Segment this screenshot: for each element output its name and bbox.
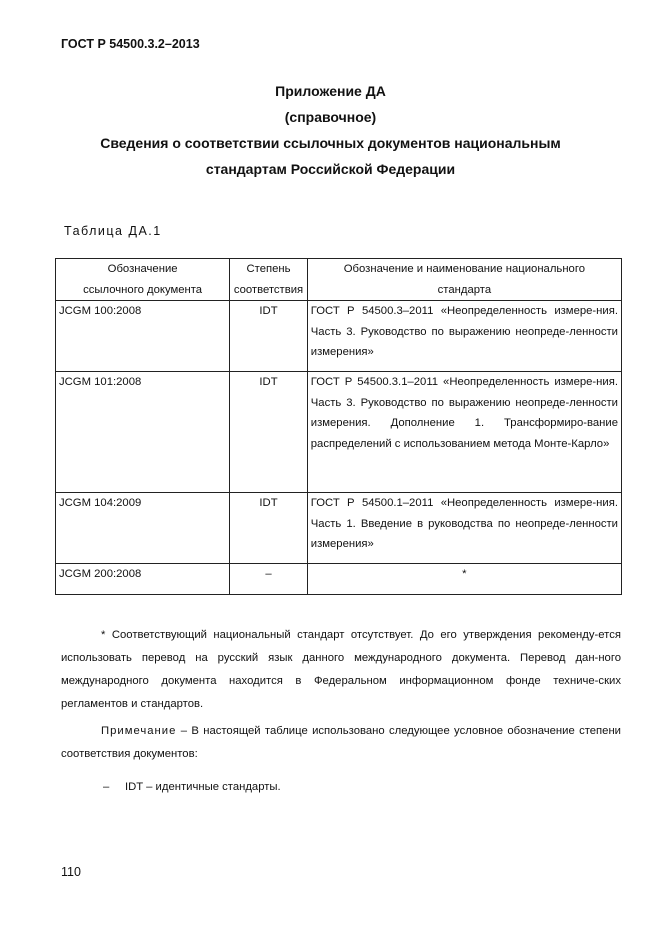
annex-subtitle: (справочное) — [284, 109, 377, 125]
table-row — [56, 493, 622, 564]
cell-degree: – — [230, 564, 308, 595]
table-footnote: * Соответствующий национальный стандарт отсутствует. До его утверждения рекоменду-ется использовать перевод на русский язык данного международного документа. Перевод дан-ного международного документа находится в Федеральном информационном фонде техниче-ских регламентов и стандартов. — [61, 629, 621, 710]
note-text: – В настоящей таблице использовано следующее условное обозначение степени соответствия документов: — [61, 725, 621, 760]
table-row — [56, 372, 622, 493]
table-header-row — [56, 259, 622, 301]
header-degree-line2: соответствия — [233, 283, 304, 296]
header-national-line2: стандарта — [437, 283, 492, 296]
header-national-line1: Обозначение и наименование национального — [343, 263, 585, 275]
cell-national: ГОСТ Р 54500.3–2011 «Неопределенность измере-ния. Часть 3. Руководство по выражению неопреде-ленности измерения» — [307, 301, 621, 372]
annex-heading-line2: стандартам Российской Федерации — [205, 161, 456, 177]
cell-national: ГОСТ Р 54500.1–2011 «Неопределенность измере-ния. Часть 1. Введение в руководства по неопреде-ленности измерения» — [307, 493, 621, 564]
cell-national: ГОСТ Р 54500.3.1–2011 «Неопределенность измере-ния. Часть 3. Руководство по выражению неопреде-ленности измерения. Дополнение 1. Трансформиро-вание распределений с использованием метода Монте-Карло» — [307, 372, 621, 493]
cell-national: * — [307, 564, 621, 595]
annex-heading-line1: Сведения о соответствии ссылочных документов национальным — [100, 135, 561, 151]
cell-degree: IDT — [230, 372, 308, 493]
header-ref-doc-line2: ссылочного документа — [83, 283, 203, 296]
header-ref-doc-line1: Обозначение — [107, 263, 178, 275]
annex-title-block — [0, 78, 661, 182]
correspondence-table — [55, 258, 622, 595]
cell-degree: IDT — [230, 301, 308, 372]
document-id-header: ГОСТ Р 54500.3.2–2013 — [61, 37, 200, 51]
header-ref-doc — [56, 259, 230, 301]
table-row — [56, 564, 622, 595]
page-number: 110 — [61, 865, 81, 879]
table-caption: Таблица ДА.1 — [64, 224, 162, 238]
note-paragraph — [61, 720, 621, 766]
legend-dash: – — [103, 781, 110, 793]
annex-title: Приложение ДА — [275, 83, 386, 99]
header-degree-line1: Степень — [246, 263, 291, 275]
header-degree — [230, 259, 308, 301]
legend-text: IDT – идентичные стандарты. — [125, 781, 281, 793]
cell-degree: IDT — [230, 493, 308, 564]
cell-ref: JCGM 200:2008 — [56, 564, 230, 595]
legend-item — [103, 776, 603, 799]
cell-ref: JCGM 101:2008 — [56, 372, 230, 493]
cell-ref: JCGM 104:2009 — [56, 493, 230, 564]
header-national-standard — [307, 259, 621, 301]
cell-ref: JCGM 100:2008 — [56, 301, 230, 372]
table-row — [56, 301, 622, 372]
note-label: Примечание — [101, 725, 177, 737]
